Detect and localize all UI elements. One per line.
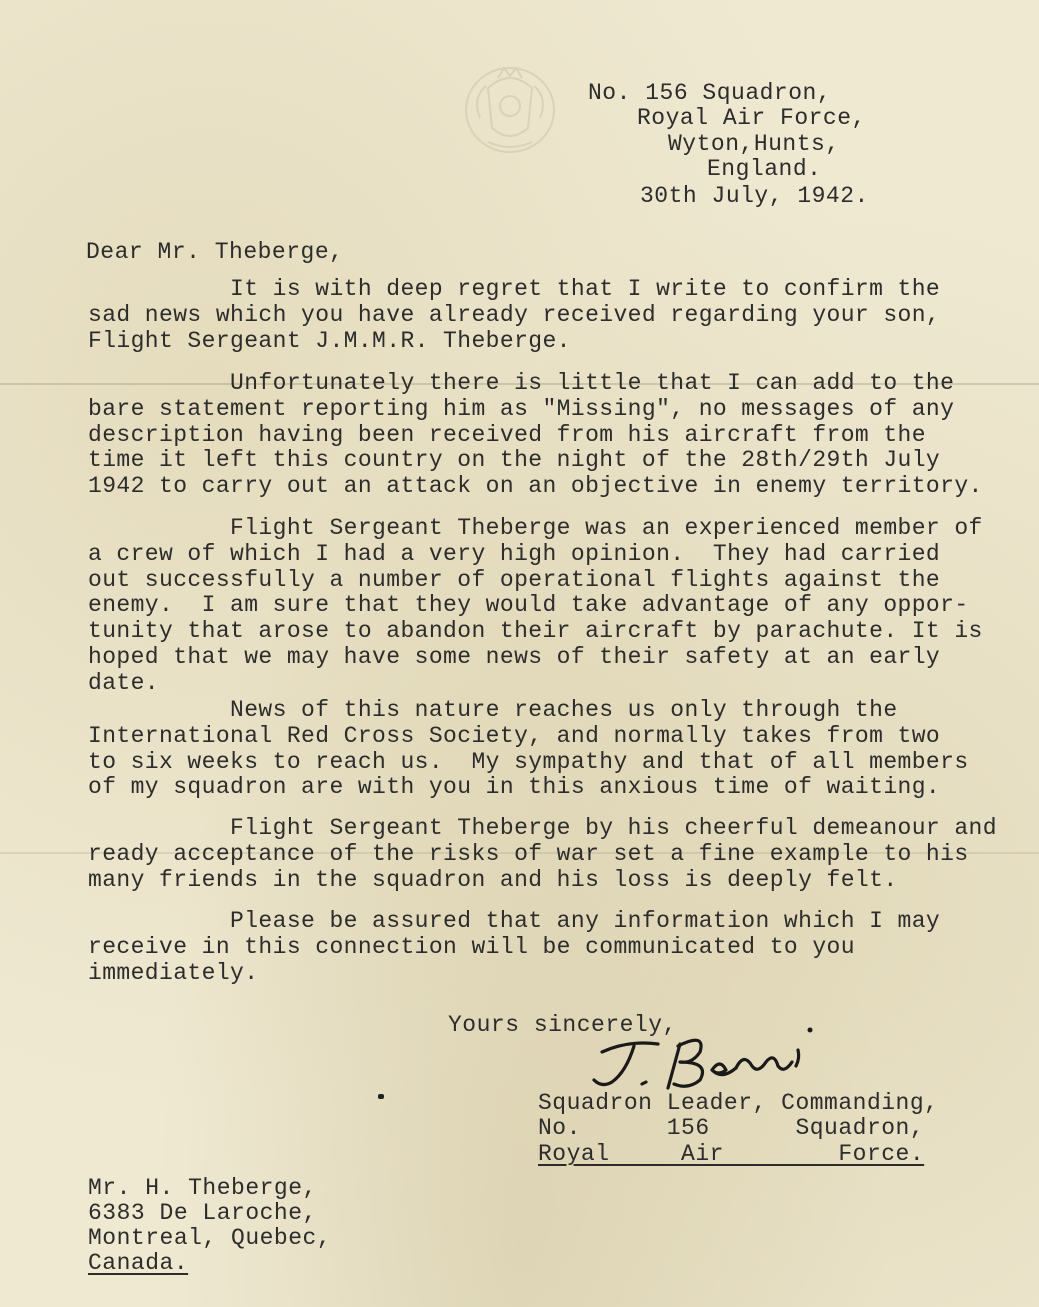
sender-service-line: Royal Air Force,: [637, 105, 866, 131]
embossed-crest-icon: [458, 58, 562, 158]
closing: Yours sincerely,: [448, 1012, 677, 1038]
paragraph-line: sad news which you have already received regarding your son,: [88, 301, 941, 328]
handwritten-signature: [588, 1022, 828, 1098]
paragraph-line: hoped that we may have some news of their safety at an early: [88, 643, 941, 670]
signatory-title: Squadron Leader, Commanding,: [538, 1090, 939, 1116]
paragraph-line: 1942 to carry out an attack on an objective in enemy territory.: [88, 473, 983, 500]
addressee-street: 6383 De Laroche,: [88, 1200, 317, 1226]
signatory-unit: No. 156 Squadron,: [538, 1115, 925, 1141]
addressee-name: Mr. H. Theberge,: [88, 1175, 317, 1201]
paragraph-line: to six weeks to reach us. My sympathy and that of all members: [88, 748, 969, 775]
paragraph-line: Please be assured that any information which I may: [88, 908, 941, 934]
paragraph-line: Unfortunately there is little that I can add to the: [88, 370, 955, 396]
paragraph-line: a crew of which I had a very high opinion. They had carried: [88, 540, 941, 567]
paragraph-line: News of this nature reaches us only through the: [88, 697, 898, 723]
salutation: Dear Mr. Theberge,: [86, 239, 344, 265]
paragraph-line: Flight Sergeant Theberge by his cheerful demeanour and: [88, 815, 997, 841]
paragraph-line: enemy. I am sure that they would take advantage of any oppor-: [88, 592, 969, 619]
sender-country-line: England.: [707, 156, 822, 182]
paragraph-line: immediately.: [88, 959, 259, 986]
paragraph-line: receive in this connection will be communicated to you: [88, 933, 855, 960]
body-paragraph: [88, 277, 1033, 354]
body-paragraph: [88, 909, 1033, 986]
paragraph-line: International Red Cross Society, and normally takes from two: [88, 722, 941, 749]
paragraph-line: description having been received from his aircraft from the: [88, 421, 926, 448]
paragraph-line: time it left this country on the night of the 28th/29th July: [88, 447, 941, 474]
paragraph-line: Flight Sergeant J.M.M.R. Theberge.: [88, 327, 571, 354]
paragraph-line: bare statement reporting him as "Missing", no messages of any: [88, 395, 955, 422]
body-paragraph: [88, 698, 1033, 801]
paragraph-line: of my squadron are with you in this anxious time of waiting.: [88, 774, 941, 801]
paragraph-line: many friends in the squadron and his loss is deeply felt.: [88, 866, 898, 893]
body-paragraph: [88, 516, 1033, 697]
signatory-service: Royal Air Force.: [538, 1141, 925, 1167]
letter-date: 30th July, 1942.: [640, 183, 869, 209]
body-paragraph: [88, 371, 1033, 500]
body-paragraph: [88, 816, 1033, 893]
addressee-country: Canada.: [88, 1250, 189, 1276]
paragraph-line: date.: [88, 669, 160, 696]
sender-location-line: Wyton,Hunts,: [668, 131, 840, 157]
addressee-city: Montreal, Quebec,: [88, 1225, 332, 1251]
ink-dot: [378, 1094, 384, 1099]
paragraph-line: tunity that arose to abandon their aircraft by parachute. It is: [88, 618, 983, 645]
paragraph-line: Flight Sergeant Theberge was an experienced member of: [88, 515, 983, 541]
paragraph-line: It is with deep regret that I write to confirm the: [88, 276, 941, 302]
sender-unit-line: No. 156 Squadron,: [588, 80, 832, 106]
paragraph-line: out successfully a number of operational flights against the: [88, 566, 941, 593]
paragraph-line: ready acceptance of the risks of war set a fine example to his: [88, 840, 969, 867]
